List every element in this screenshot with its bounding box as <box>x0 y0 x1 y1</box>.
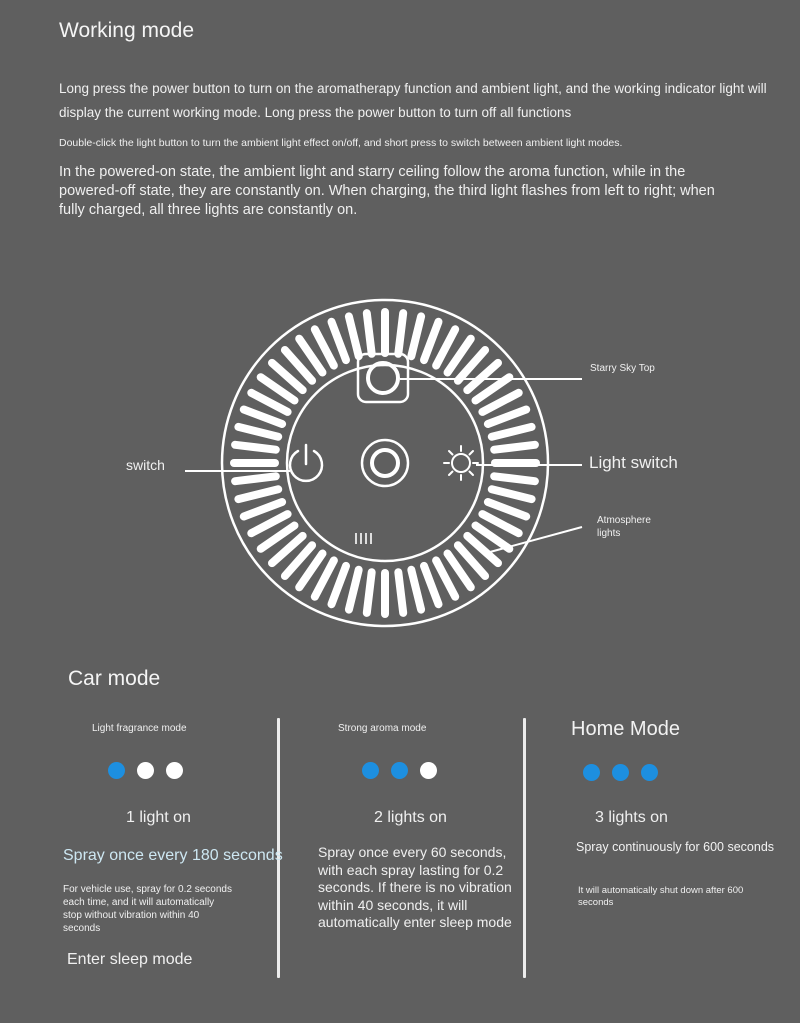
label-switch: switch <box>126 457 165 473</box>
lights-on-label-col1: 1 light on <box>126 809 191 826</box>
callout-line-atmosphere <box>490 527 582 552</box>
grille-rib <box>244 502 282 517</box>
sun-ray <box>449 451 453 455</box>
spray-interval-col1: Spray once every 180 seconds <box>63 847 283 864</box>
working-mode-paragraph-1: Long press the power button to turn on the aromatherapy function and ambient light, and the working indicator light will display the current working mode. Long press the power button to turn off all functions <box>59 81 767 120</box>
indicator-dot <box>362 762 379 779</box>
sun-ray <box>470 451 474 455</box>
label-atmosphere-line-1: Atmosphere <box>597 515 651 526</box>
grille-rib <box>492 427 532 437</box>
lights-on-label-col3: 3 lights on <box>595 809 668 826</box>
grille-rib <box>367 313 372 354</box>
sun-ray <box>449 472 453 476</box>
grille-rib <box>411 570 421 610</box>
sun-ray <box>470 472 474 476</box>
grille-rib <box>494 476 535 481</box>
section-title-working-mode: Working mode <box>59 19 195 42</box>
section-title-car-mode: Car mode <box>68 667 161 690</box>
power-icon <box>290 445 322 481</box>
grille-rib <box>494 445 535 450</box>
working-mode-paragraph-3: In the powered-on state, the ambient light and starry ceiling follow the aroma function, while in the powered-off state, they are constantly on. When charging, the third light flashes from left to right; when fully charged, all three lights are constantly on. <box>59 164 715 218</box>
grille-rib <box>398 313 403 354</box>
mode-header-strong-aroma: Strong aroma mode <box>338 723 427 734</box>
spray-interval-col3: Spray continuously for 600 seconds <box>576 840 775 854</box>
working-mode-paragraph-2: Double-click the light button to turn the ambient light effect on/off, and short press to switch between ambient light modes. <box>59 137 623 149</box>
grille-rib <box>238 489 278 499</box>
grille-rib <box>424 322 439 360</box>
aroma-nozzle-icon <box>362 440 408 486</box>
grille-rib <box>349 570 359 610</box>
grille-rib <box>244 410 282 425</box>
indicator-dot <box>641 764 658 781</box>
label-atmosphere-lights <box>597 514 651 540</box>
indicator-dot <box>583 764 600 781</box>
indicator-dots-col3 <box>583 764 658 781</box>
grille-rib <box>349 316 359 356</box>
grille-ribs <box>234 312 536 614</box>
mode-header-light-fragrance: Light fragrance mode <box>92 723 187 734</box>
indicator-dots-col1 <box>108 762 183 779</box>
indicator-dot <box>420 762 437 779</box>
label-light-switch: Light switch <box>589 453 678 472</box>
label-starry-sky-top: Starry Sky Top <box>590 363 655 374</box>
grille-rib <box>488 502 526 517</box>
mode-detail-col2: Spray once every 60 seconds, with each spray lasting for 0.2 seconds. If there is no vibration within 40 seconds, it will automatically enter sleep mode <box>318 844 512 931</box>
indicator-dot <box>108 762 125 779</box>
indicator-dots-col2 <box>362 762 437 779</box>
grille-rib <box>332 566 347 604</box>
indicator-dot <box>612 764 629 781</box>
grille-rib <box>424 566 439 604</box>
label-atmosphere-line-2: lights <box>597 528 621 539</box>
grille-rib <box>411 316 421 356</box>
indicator-dot <box>166 762 183 779</box>
indicator-icon <box>356 533 371 544</box>
grille-rib <box>235 476 276 481</box>
grille-rib <box>235 445 276 450</box>
grille-rib <box>398 572 403 613</box>
grille-rib <box>367 572 372 613</box>
indicator-dot <box>391 762 408 779</box>
sun-icon <box>444 446 478 480</box>
device-top-diagram <box>0 290 800 650</box>
mode-header-home: Home Mode <box>571 718 680 740</box>
mode-detail-col1: For vehicle use, spray for 0.2 seconds each time, and it will automatically stop without vibration within 40 seconds <box>63 884 232 934</box>
indicator-dot <box>137 762 154 779</box>
grille-rib <box>238 427 278 437</box>
lights-on-label-col2: 2 lights on <box>374 809 447 826</box>
column-divider-2 <box>523 718 526 978</box>
sleep-mode-label-col1: Enter sleep mode <box>67 951 193 968</box>
grille-rib <box>332 322 347 360</box>
grille-rib <box>488 410 526 425</box>
grille-rib <box>492 489 532 499</box>
mode-detail-col3: It will automatically shut down after 600 seconds <box>578 885 744 908</box>
